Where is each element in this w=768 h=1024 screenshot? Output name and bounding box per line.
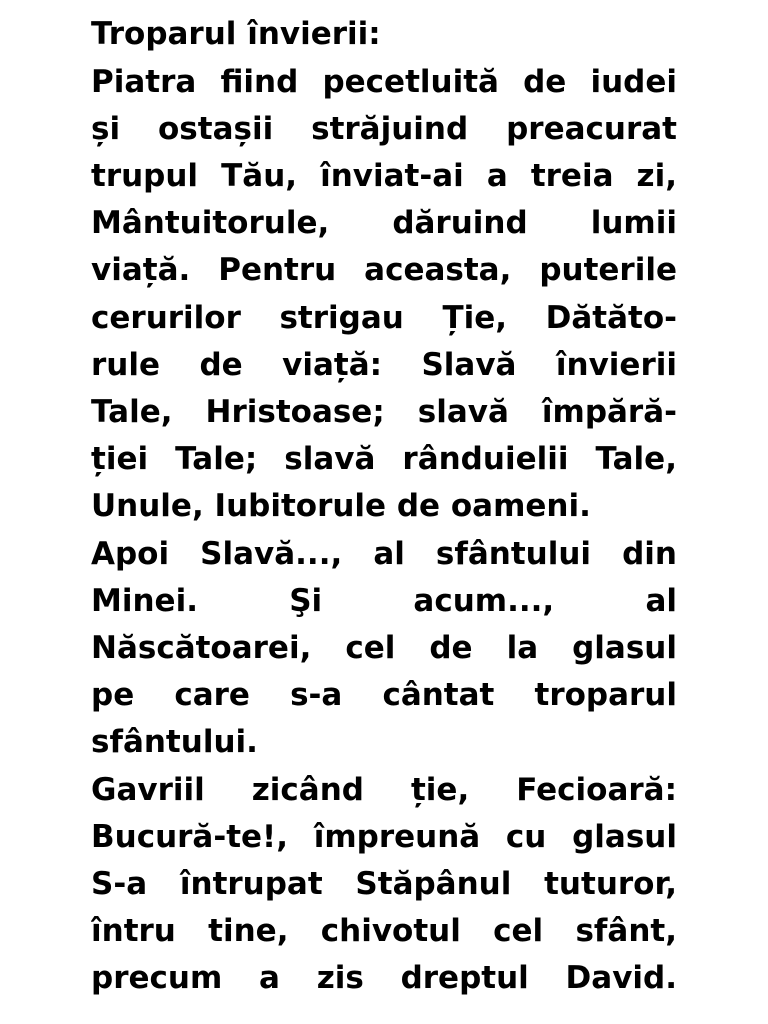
text-line: S-a întrupat Stăpânul tuturor, xyxy=(91,866,677,902)
text-line: Născătoarei, cel de la glasul xyxy=(91,630,677,666)
text-line: sfântului. xyxy=(91,724,258,760)
text-line: Minei. Şi acum..., al xyxy=(91,583,677,619)
text-line: pe care s-a cântat troparul xyxy=(91,677,677,713)
text-line: întru tine, chivotul cel sfânt, xyxy=(91,913,677,949)
text-line: cerurilor strigau Ție, Dătăto- xyxy=(91,300,677,336)
text-line: Apoi Slavă..., al sfântului din xyxy=(91,536,677,572)
text-line: Mântuitorule, dăruind lumii xyxy=(91,205,677,241)
text-line: precum a zis dreptul David. xyxy=(91,960,677,996)
text-line: rule de viață: Slavă învierii xyxy=(91,347,677,383)
text-line: Piatra fiind pecetluită de iudei xyxy=(91,64,677,100)
text-line: și ostașii străjuind preacurat xyxy=(91,111,677,147)
text-line: ției Tale; slavă rânduielii Tale, xyxy=(91,441,677,477)
text-line: Bucură-te!, împreună cu glasul xyxy=(91,819,677,855)
text-line: Tale, Hristoase; slavă împără- xyxy=(91,394,677,430)
text-line: Gavriil zicând ție, Fecioară: xyxy=(91,772,677,808)
text-line: trupul Tău, înviat-ai a treia zi, xyxy=(91,158,677,194)
text-line: viață. Pentru aceasta, puterile xyxy=(91,252,677,288)
heading-troparul-invierii: Troparul învierii: xyxy=(91,16,381,52)
text-line: Unule, Iubitorule de oameni. xyxy=(91,488,591,524)
